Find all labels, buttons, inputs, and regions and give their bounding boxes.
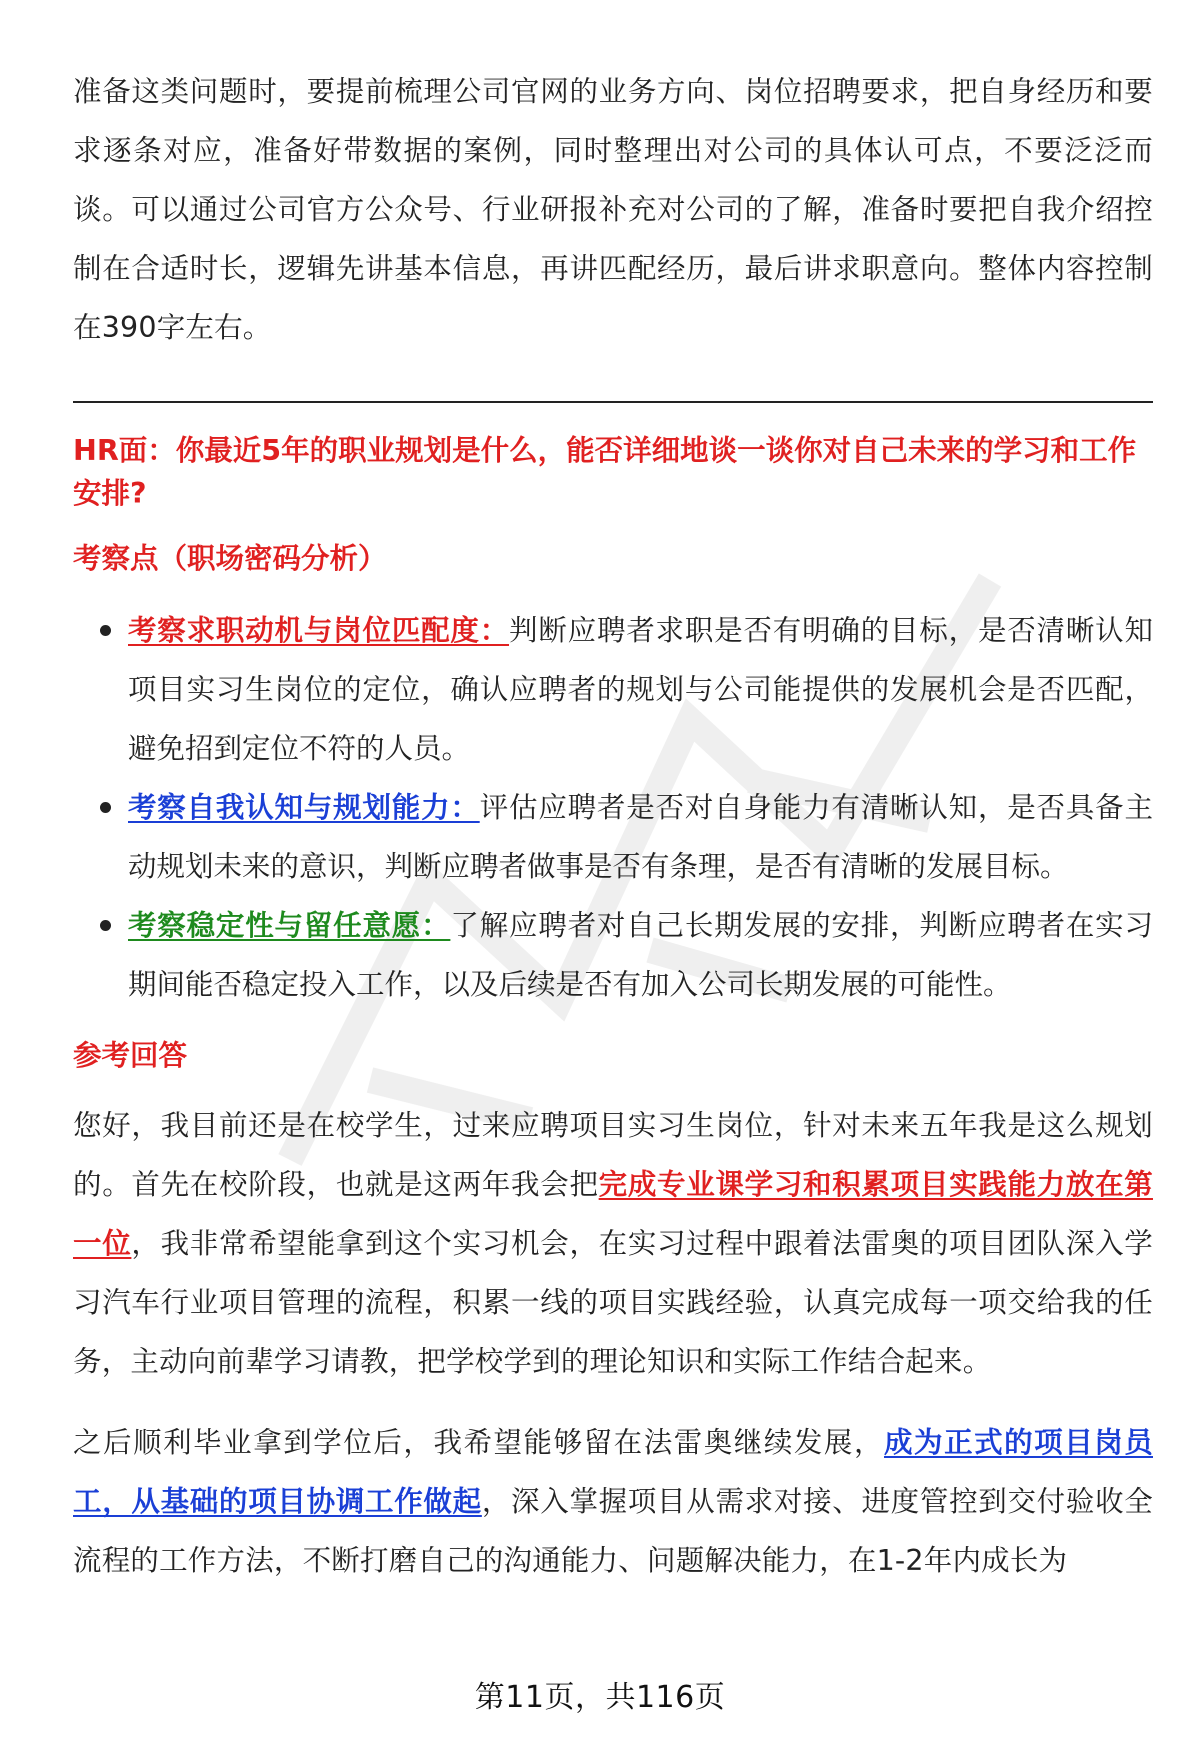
analysis-list <box>73 601 1153 1014</box>
answer-text: 您好，我目前还是在校学生，过来应聘项目实习生岗位，针对未来五年我是这么规划的。首先在校阶段，也就是这两年我会把 <box>73 1109 1153 1201</box>
point-keyword: 考察自我认知与规划能力： <box>128 791 480 824</box>
list-item <box>128 778 1153 896</box>
answer-paragraph-1 <box>73 1096 1153 1391</box>
intro-paragraph: 准备这类问题时，要提前梳理公司官网的业务方向、岗位招聘要求，把自身经历和要求逐条对应，准备好带数据的案例，同时整理出对公司的具体认可点，不要泛泛而谈。可以通过公司官方公众号、行业研报补充对公司的了解，准备时要把自我介绍控制在合适时长，逻辑先讲基本信息，再讲匹配经历，最后讲求职意向。整体内容控制在390字左右。 <box>73 75 1153 344</box>
point-text: 评估应聘者是否对自身能力有清晰认知，是否具备主动规划未来的意识，判断应聘者做事是否有条理，是否有清晰的发展目标。 <box>128 791 1153 883</box>
bullet-icon <box>100 920 111 931</box>
question-heading: HR面：你最近5年的职业规划是什么，能否详细地谈一谈你对自己未来的学习和工作安排? <box>73 434 1137 510</box>
page-number: 第11页，共116页 <box>474 1680 726 1715</box>
answer-highlight: 完成专业课学习和积累项目实践能力放在第一位 <box>73 1168 1153 1260</box>
answer-text: ，深入掌握项目从需求对接、进度管控到交付验收全流程的工作方法，不断打磨自己的沟通能力、问题解决能力，在1-2年内成长为 <box>73 1485 1153 1577</box>
paragraph-gap <box>73 1391 1153 1413</box>
answer-paragraph-2 <box>73 1413 1153 1590</box>
point-text: 判断应聘者求职是否有明确的目标，是否清晰认知项目实习生岗位的定位，确认应聘者的规划与公司能提供的发展机会是否匹配，避免招到定位不符的人员。 <box>128 614 1153 765</box>
list-item <box>128 896 1153 1014</box>
answer-text: 之后顺利毕业拿到学位后，我希望能够留在法雷奥继续发展， <box>73 1426 884 1459</box>
answer-text: ，我非常希望能拿到这个实习机会，在实习过程中跟着法雷奥的项目团队深入学习汽车行业项目管理的流程，积累一线的项目实践经验，认真完成每一项交给我的任务，主动向前辈学习请教，把学校学到的理论知识和实际工作结合起来。 <box>73 1227 1153 1378</box>
list-item <box>128 601 1153 778</box>
bullet-icon <box>100 625 111 636</box>
page-content <box>73 62 1153 1590</box>
point-keyword: 考察稳定性与留任意愿： <box>128 909 451 942</box>
section-divider <box>73 401 1153 403</box>
point-text: 了解应聘者对自己长期发展的安排，判断应聘者在实习期间能否稳定投入工作，以及后续是否有加入公司长期发展的可能性。 <box>128 909 1153 1001</box>
analysis-heading: 考察点（职场密码分析） <box>73 542 387 575</box>
bullet-icon <box>100 802 111 813</box>
point-keyword: 考察求职动机与岗位匹配度： <box>128 614 510 647</box>
answer-heading: 参考回答 <box>73 1039 188 1072</box>
answer-highlight: 成为正式的项目岗员工，从基础的项目协调工作做起 <box>73 1426 1153 1518</box>
